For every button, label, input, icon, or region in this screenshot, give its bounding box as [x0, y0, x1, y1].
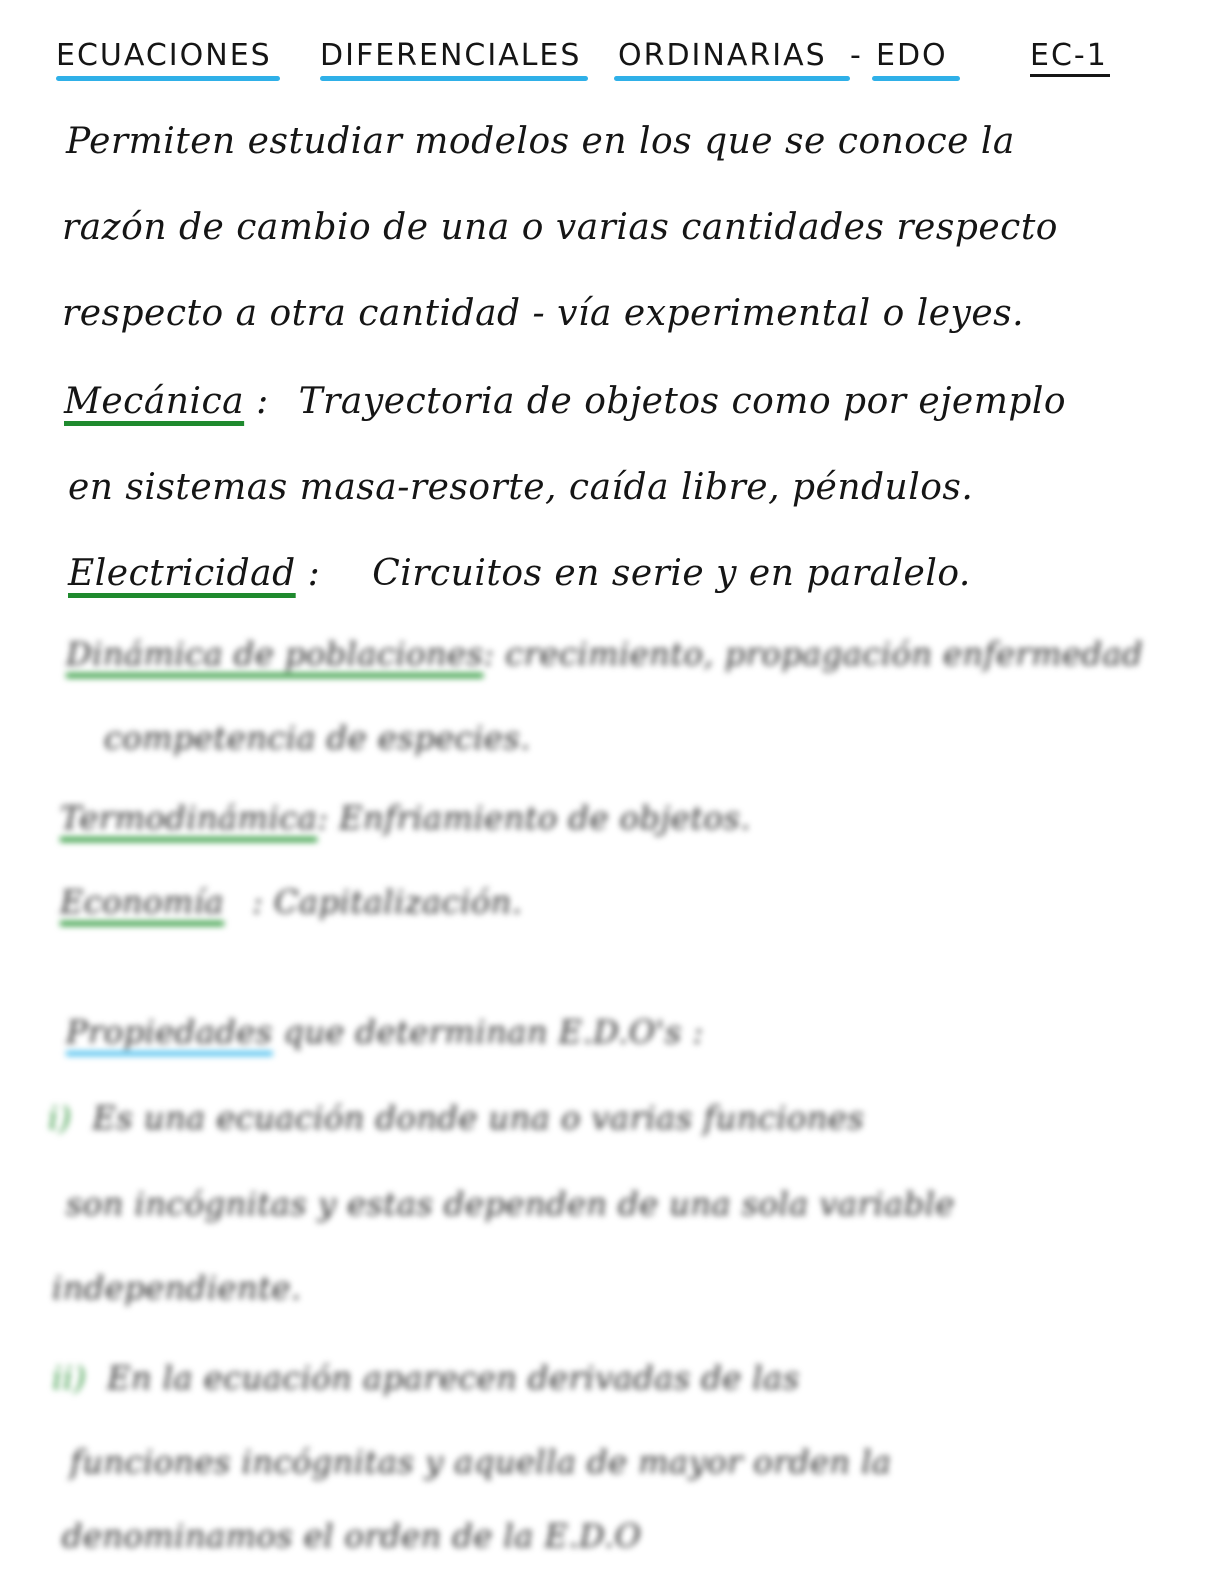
electricidad-label: Electricidad: [68, 553, 296, 594]
property-1-line-3: independiente.: [52, 1269, 302, 1307]
electricidad-text: Circuitos en serie y en paralelo.: [372, 553, 971, 594]
mecanica-line-2: en sistemas masa-resorte, caída libre, péndulos.: [68, 467, 974, 508]
properties-heading-label: Propiedades: [66, 1013, 273, 1051]
page-title: [56, 34, 1176, 86]
property-1-text-1: Es una ecuación donde una o varias funciones: [92, 1099, 865, 1137]
property-2-number: ii): [52, 1359, 87, 1397]
title-dash: -: [850, 38, 863, 73]
properties-heading: [66, 1010, 704, 1054]
intro-line-1: Permiten estudiar modelos en los que se conoce la: [66, 121, 1015, 162]
termo-text: : Enfriamiento de objetos.: [317, 799, 751, 837]
property-1-line-2: son incógnitas y estas dependen de una sola variable: [66, 1185, 955, 1223]
title-word-diferenciales: DIFERENCIALES: [320, 38, 582, 73]
termo-label: Termodinámica: [60, 799, 318, 837]
title-word-edo: EDO: [876, 38, 948, 73]
electricidad-separator: :: [307, 553, 321, 594]
dinamica-text-1: : crecimiento, propagación enfermedad: [483, 635, 1144, 673]
mecanica-separator: :: [256, 381, 269, 422]
title-word-ecuaciones: ECUACIONES: [56, 38, 272, 73]
mecanica-label: Mecánica: [64, 381, 245, 422]
intro-line-3: respecto a otra cantidad - vía experimental o leyes.: [62, 293, 1025, 334]
page-code: EC-1: [1030, 38, 1108, 73]
title-highlight-2: [320, 76, 588, 81]
mecanica-line-1: [64, 380, 1066, 424]
title-highlight-3: [614, 76, 850, 81]
property-2-text-1: En la ecuación aparecen derivadas de las: [107, 1359, 800, 1397]
mecanica-text-1: Trayectoria de objetos como por ejemplo: [298, 381, 1067, 422]
electricidad-line: [68, 552, 971, 596]
economia-label: Economía: [60, 883, 225, 921]
page-code-underline: [1030, 74, 1110, 77]
termo-line: [60, 796, 751, 840]
property-1-number: i): [48, 1099, 72, 1137]
property-1-line-1: [48, 1096, 864, 1140]
title-highlight-4: [872, 76, 960, 81]
property-2-line-3: denominamos el orden de la E.D.O: [62, 1517, 642, 1555]
dinamica-label: Dinámica de poblaciones: [66, 635, 484, 673]
property-2-line-1: [52, 1356, 800, 1400]
dinamica-line-1: [66, 632, 1143, 676]
property-2-line-2: funciones incógnitas y aquella de mayor orden la: [70, 1443, 892, 1481]
economia-line: [60, 880, 522, 924]
intro-line-2: razón de cambio de una o varias cantidades respecto: [62, 207, 1058, 248]
economia-text: : Capitalización.: [252, 883, 523, 921]
title-word-ordinarias: ORDINARIAS: [618, 38, 827, 73]
dinamica-line-2: competencia de especies.: [104, 719, 531, 757]
title-highlight-1: [56, 76, 280, 81]
properties-heading-text: que determinan E.D.O's :: [272, 1013, 704, 1051]
